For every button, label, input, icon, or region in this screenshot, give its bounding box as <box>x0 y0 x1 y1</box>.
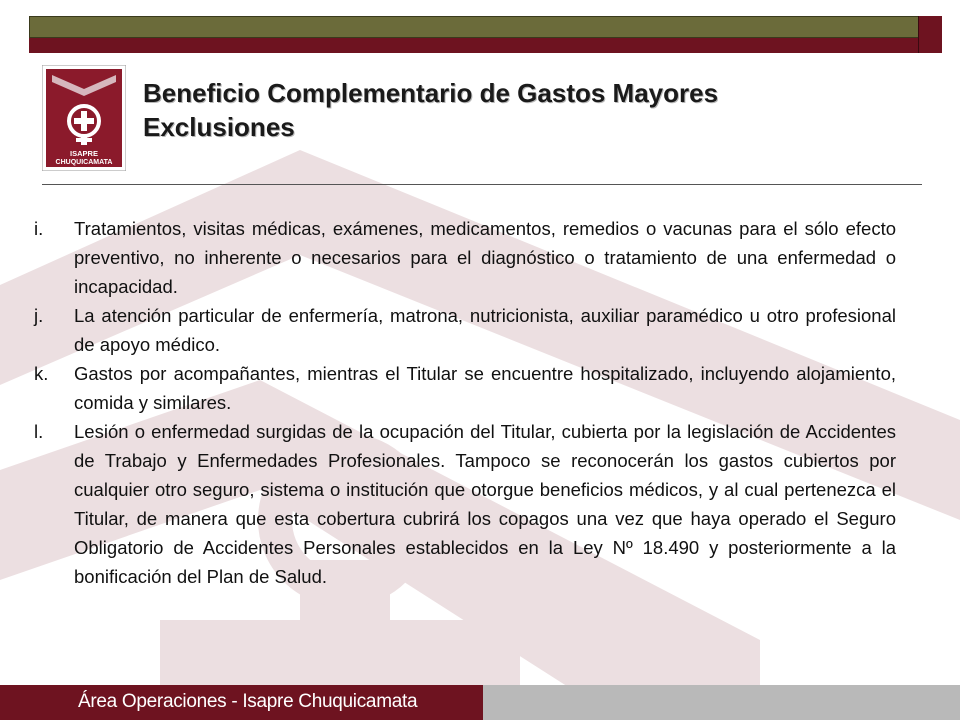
footer-text: Área Operaciones - Isapre Chuquicamata <box>78 691 418 712</box>
logo-text-line2: CHUQUICAMATA <box>55 159 113 166</box>
header-bar-olive <box>29 16 942 38</box>
isapre-logo <box>42 65 126 171</box>
list-item-marker: k. <box>34 363 49 384</box>
list-item-marker: j. <box>34 305 44 326</box>
title-divider <box>42 184 922 185</box>
list-item <box>34 214 896 301</box>
slide-title-line2: Exclusiones <box>143 112 295 142</box>
list-item-marker: i. <box>34 218 44 239</box>
list-item-text: Lesión o enfermedad surgidas de la ocupación del Titular, cubierta por la legislación de Accidentes de Trabajo y Enfermedades Profesionales. Tampoco se reconocerán los gastos cubiertos por cualquier otro seguro, sistema o institución que otorgue beneficios médicos, y al cual pertenezca el Titular, de manera que esta cobertura cubrirá los copagos una vez que haya operado el Seguro Obligatorio de Accidentes Personales establecidos en la Ley Nº 18.490 y posteriormente a la bonificación del Plan de Salud. <box>74 421 896 587</box>
list-item-marker: l. <box>34 421 44 442</box>
list-item-text: Gastos por acompañantes, mientras el Titular se encuentre hospitalizado, incluyendo alojamiento, comida y similares. <box>74 363 896 413</box>
list-item <box>34 301 896 359</box>
list-item <box>34 417 896 591</box>
slide-title <box>143 76 903 144</box>
header-bar-maroon <box>29 38 942 53</box>
list-item-text: La atención particular de enfermería, matrona, nutricionista, auxiliar paramédico u otro profesional de apoyo médico. <box>74 305 896 355</box>
list-item <box>34 359 896 417</box>
logo-text-line1: ISAPRE <box>70 149 98 158</box>
slide-title-line1: Beneficio Complementario de Gastos Mayores <box>143 78 719 108</box>
list-item-text: Tratamientos, visitas médicas, exámenes, medicamentos, remedios o vacunas para el sólo efecto preventivo, no inherente o necesarios para el diagnóstico o tratamiento de una enfermedad o incapacidad. <box>74 218 896 297</box>
exclusions-list <box>34 214 896 591</box>
footer-bar-grey <box>483 685 960 720</box>
header-corner-block <box>918 16 942 53</box>
